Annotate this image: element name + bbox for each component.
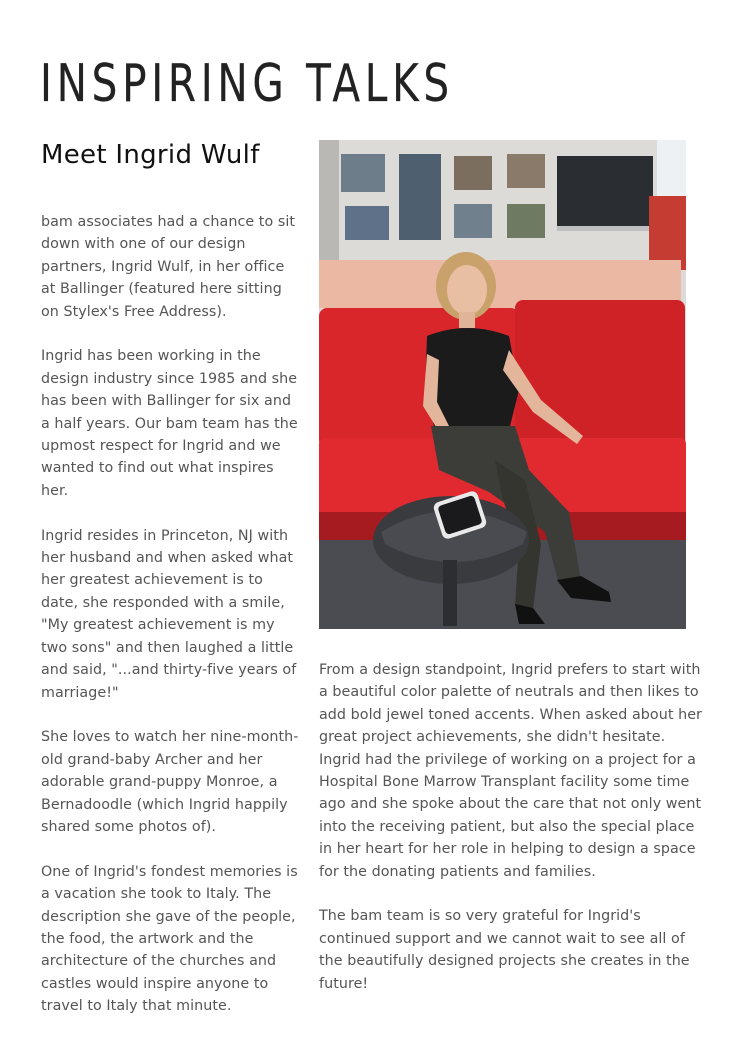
right-text-column [319, 659, 703, 1017]
paragraph-intro: bam associates had a chance to sit down with one of our design partners, Ingrid Wulf, in her office at Ballinger (featured here sitting on Stylex's Free Address). [41, 214, 296, 320]
paragraph-grandchildren: She loves to watch her nine-month-old grand-baby Archer and her adorable grand-puppy Monroe, a Bernadoodle (which Ingrid happily shared some photos of). [41, 729, 299, 835]
article-subtitle: Meet Ingrid Wulf [41, 140, 260, 170]
paragraph-family: Ingrid resides in Princeton, NJ with her husband and when asked what her greatest achievement is to date, she responded with a smile, "My greatest achievement is my two sons" and then laughed a little and said, "...and thirty-five years of marriage!" [41, 527, 297, 701]
paragraph-career: Ingrid has been working in the design industry since 1985 and she has been with Ballinger for six and a half years. Our bam team has the upmost respect for Ingrid and we wanted to find out what inspires her. [41, 348, 298, 499]
paragraph-italy: One of Ingrid's fondest memories is a vacation she took to Italy. The description she gave of the people, the food, the artwork and the architecture of the churches and castles would inspire anyone to travel to Italy that minute. [41, 863, 298, 1015]
paragraph-design-approach: From a design standpoint, Ingrid prefers to start with a beautiful color palette of neutrals and then likes to add bold jewel toned accents. When asked about her great project achievements, she didn't hesitate. Ingrid had the privilege of working on a project for a Hospital Bone Marrow Transplant facility some time ago and she spoke about the care that not only went into the receiving patient, but also the special place in her heart for her role in helping to design a space for the donating patients and families. [319, 662, 702, 880]
left-text-column [41, 211, 303, 1040]
page-header-title: INSPIRING TALKS [40, 54, 454, 114]
portrait-photo [319, 140, 686, 629]
paragraph-closing: The bam team is so very grateful for Ingrid's continued support and we cannot wait to see all of the beautifully designed projects she creates in the future! [319, 908, 690, 992]
